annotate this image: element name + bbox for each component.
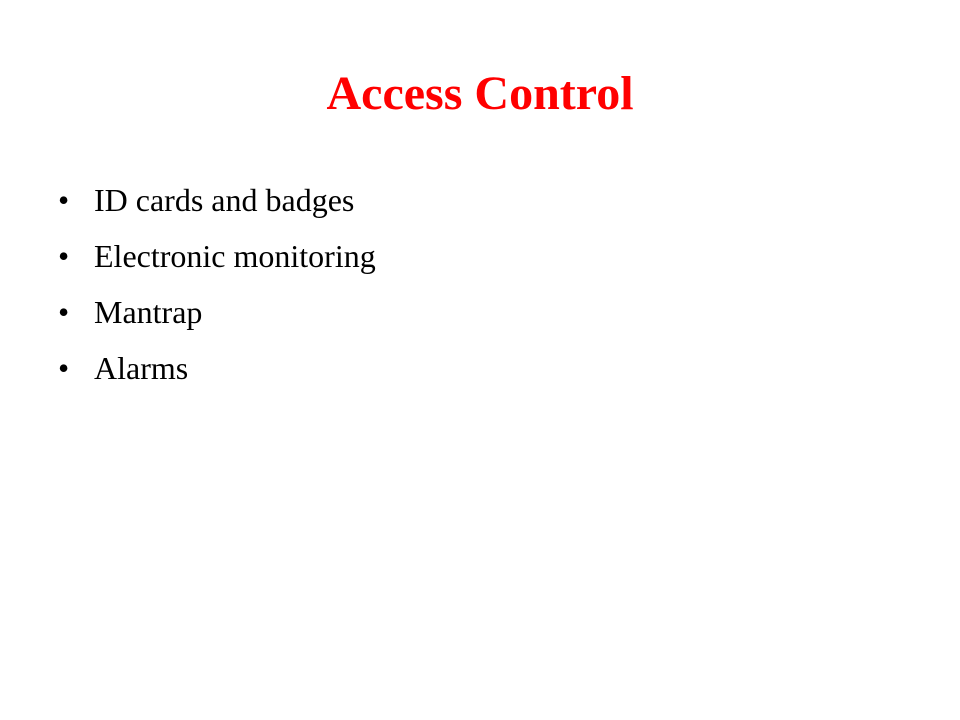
list-item [58,284,376,340]
list-item [58,172,376,228]
bullet-icon: • [58,238,70,274]
list-item [58,340,376,396]
bullet-icon: • [58,350,70,386]
list-item [58,228,376,284]
list-item-text: ID cards and badges [94,182,355,218]
list-item-text: Electronic monitoring [94,238,376,274]
bullet-list [58,172,376,396]
bullet-icon: • [58,294,70,330]
list-item-text: Mantrap [94,294,203,330]
bullet-icon: • [58,182,70,218]
slide-title: Access Control [326,67,634,120]
list-item-text: Alarms [94,350,189,386]
